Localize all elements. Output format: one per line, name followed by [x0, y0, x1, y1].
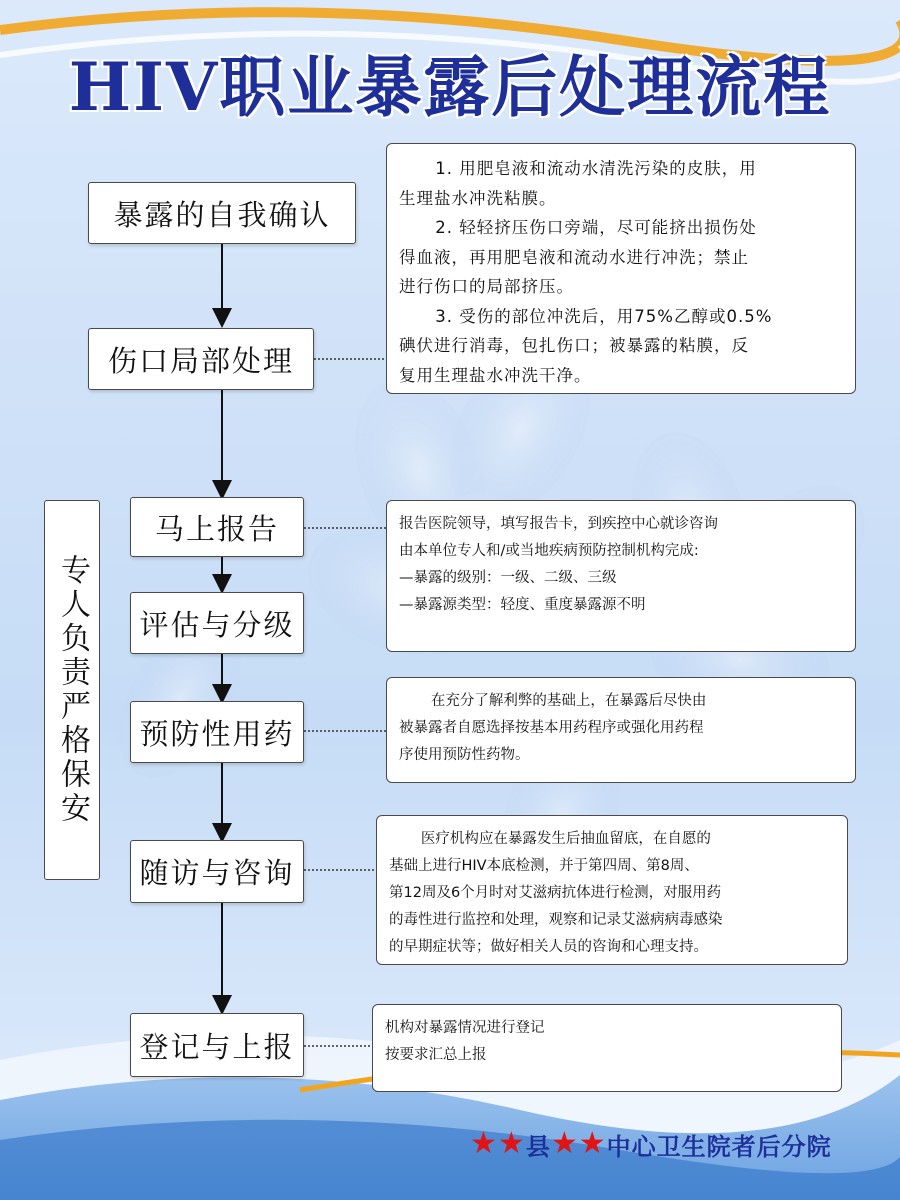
- note-report-assessment: [386, 500, 856, 652]
- footer-organization: [470, 1124, 890, 1164]
- note-line: 机构对暴露情况进行登记: [385, 1020, 545, 1036]
- note-line: 报告医院领导，填写报告卡，到疾控中心就诊咨询: [399, 516, 718, 532]
- note-line: 在充分了解利弊的基础上，在暴露后尽快由: [430, 693, 707, 709]
- note-line: —暴露的级别：一级、二级、三级: [399, 570, 617, 586]
- side-label-box: [44, 500, 100, 880]
- star-icon: ★: [550, 1126, 579, 1161]
- step-registration: 登记与上报: [130, 1013, 304, 1077]
- step-report: 马上报告: [130, 497, 304, 557]
- note-line: 按要求汇总上报: [385, 1047, 487, 1063]
- note-line: 基础上进行HIV本底检测，并于第四周、第8周、: [389, 858, 699, 874]
- note-line: 进行伤口的局部挤压。: [399, 277, 574, 296]
- note-line: 被暴露者自愿选择按基本用药程序或强化用药程: [399, 720, 704, 736]
- step-prophylaxis: 预防性用药: [130, 701, 304, 763]
- note-line: 第12周及6个月时对艾滋病抗体进行检测，对服用药: [389, 885, 722, 901]
- note-line: 的早期症状等；做好相关人员的咨询和心理支持。: [389, 939, 708, 955]
- note-line: 的毒性进行监控和处理，观察和记录艾滋病病毒感染: [389, 912, 723, 928]
- footer-county-suffix: 县: [525, 1132, 551, 1161]
- footer-org-name: 中心卫生院者后分院: [606, 1132, 832, 1161]
- star-icon: ★: [497, 1126, 526, 1161]
- note-registration: [372, 1004, 842, 1092]
- note-followup: [376, 815, 848, 965]
- side-label: 专人负责严格保安: [55, 554, 90, 826]
- note-line: 生理盐水冲洗粘膜。: [399, 188, 557, 208]
- star-icon: ★: [578, 1126, 607, 1161]
- step-followup: 随访与咨询: [130, 840, 304, 903]
- note-wound-treatment: [386, 143, 856, 394]
- note-line: 复用生理盐水冲洗干净。: [399, 365, 592, 385]
- step-wound-treatment: 伤口局部处理: [88, 328, 314, 390]
- note-line: 医疗机构应在暴露发生后抽血留底，在自愿的: [420, 831, 711, 847]
- step-self-confirmation: 暴露的自我确认: [88, 182, 356, 244]
- note-line: 碘伏进行消毒，包扎伤口；被暴露的粘膜，反: [399, 336, 749, 355]
- star-icon: ★: [470, 1126, 498, 1161]
- step-assessment: 评估与分级: [130, 592, 304, 654]
- note-line: 由本单位专人和/或当地疾病预防控制机构完成:: [399, 543, 699, 559]
- note-prophylaxis: [386, 677, 856, 783]
- page-title: HIV职业暴露后处理流程: [68, 48, 832, 126]
- note-line: 得血液，再用肥皂液和流动水进行冲洗；禁止: [399, 247, 749, 267]
- note-line: 2. 轻轻挤压伤口旁端，尽可能挤出损伤处: [435, 218, 757, 237]
- note-line: 1. 用肥皂液和流动水清洗污染的皮肤，用: [435, 159, 757, 178]
- note-line: —暴露源类型：轻度、重度暴露源不明: [399, 597, 646, 613]
- note-line: 序使用预防性药物。: [399, 747, 530, 763]
- note-line: 3. 受伤的部位冲洗后，用75%乙醇或0.5%: [435, 306, 773, 326]
